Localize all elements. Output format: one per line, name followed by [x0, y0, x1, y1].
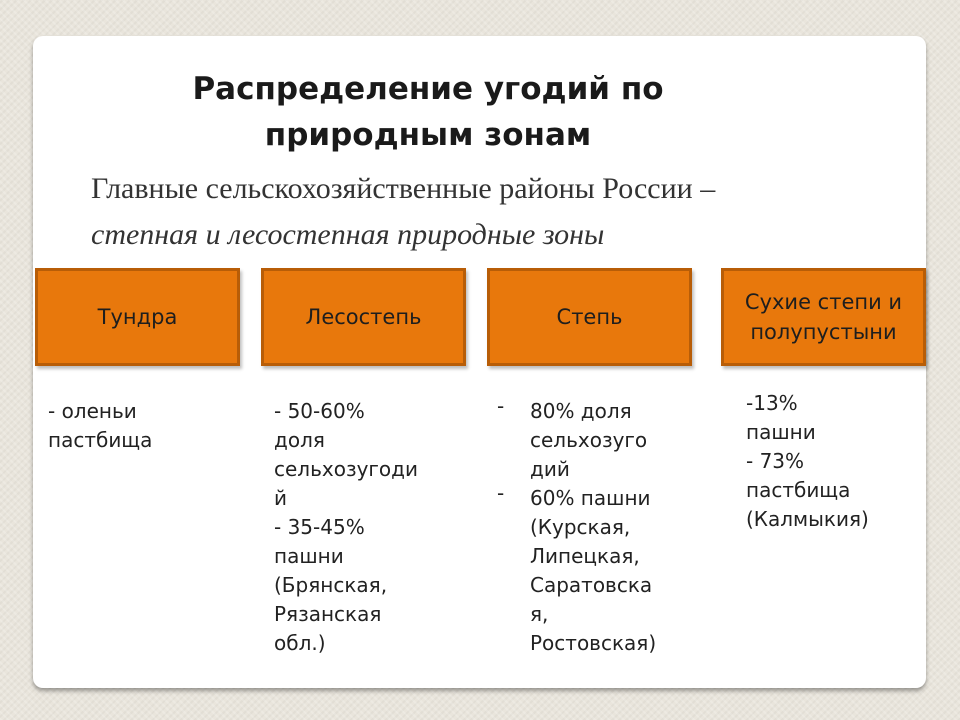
zone-label-dry-steppe-line-1: Сухие степи и: [744, 290, 903, 314]
subtitle-line-2: степная и лесостепная природные зоны: [91, 218, 605, 251]
zone-label-tundra: Тундра: [97, 305, 178, 329]
zone-label-steppe: Степь: [556, 305, 623, 329]
subtitle-line-1: Главные сельскохозяйственные районы России –: [91, 172, 716, 205]
bullet-marker: -: [497, 394, 505, 418]
desc-tundra: - оленьи пастбища: [48, 399, 153, 452]
desc-dry-steppe: -13% пашни - 73% пастбища (Калмыкия): [746, 391, 869, 531]
zone-box-steppe: [487, 268, 692, 366]
bullet-marker: -: [497, 481, 505, 505]
slide-title: [33, 66, 823, 158]
slide-subtitle: [91, 166, 891, 258]
title-line-1: Распределение угодий по: [192, 71, 664, 107]
desc-steppe-item-1: 80% доля сельхозуго дий: [530, 399, 648, 481]
zone-label-forest-steppe: Лесостепь: [305, 305, 422, 329]
zone-box-tundra: [35, 268, 240, 366]
zone-label-dry-steppe-line-2: полупустыни: [750, 320, 897, 344]
title-line-2: природным зонам: [264, 117, 592, 153]
desc-steppe-item-2: 60% пашни (Курская, Липецкая, Саратовска я, Ростовская): [530, 486, 657, 655]
zone-box-forest-steppe: [261, 268, 466, 366]
slide: [33, 36, 926, 688]
desc-forest-steppe: - 50-60% доля сельхозугоди й - 35-45% пашни (Брянская, Рязанская обл.): [274, 399, 418, 655]
zone-box-dry-steppe: [721, 268, 926, 366]
